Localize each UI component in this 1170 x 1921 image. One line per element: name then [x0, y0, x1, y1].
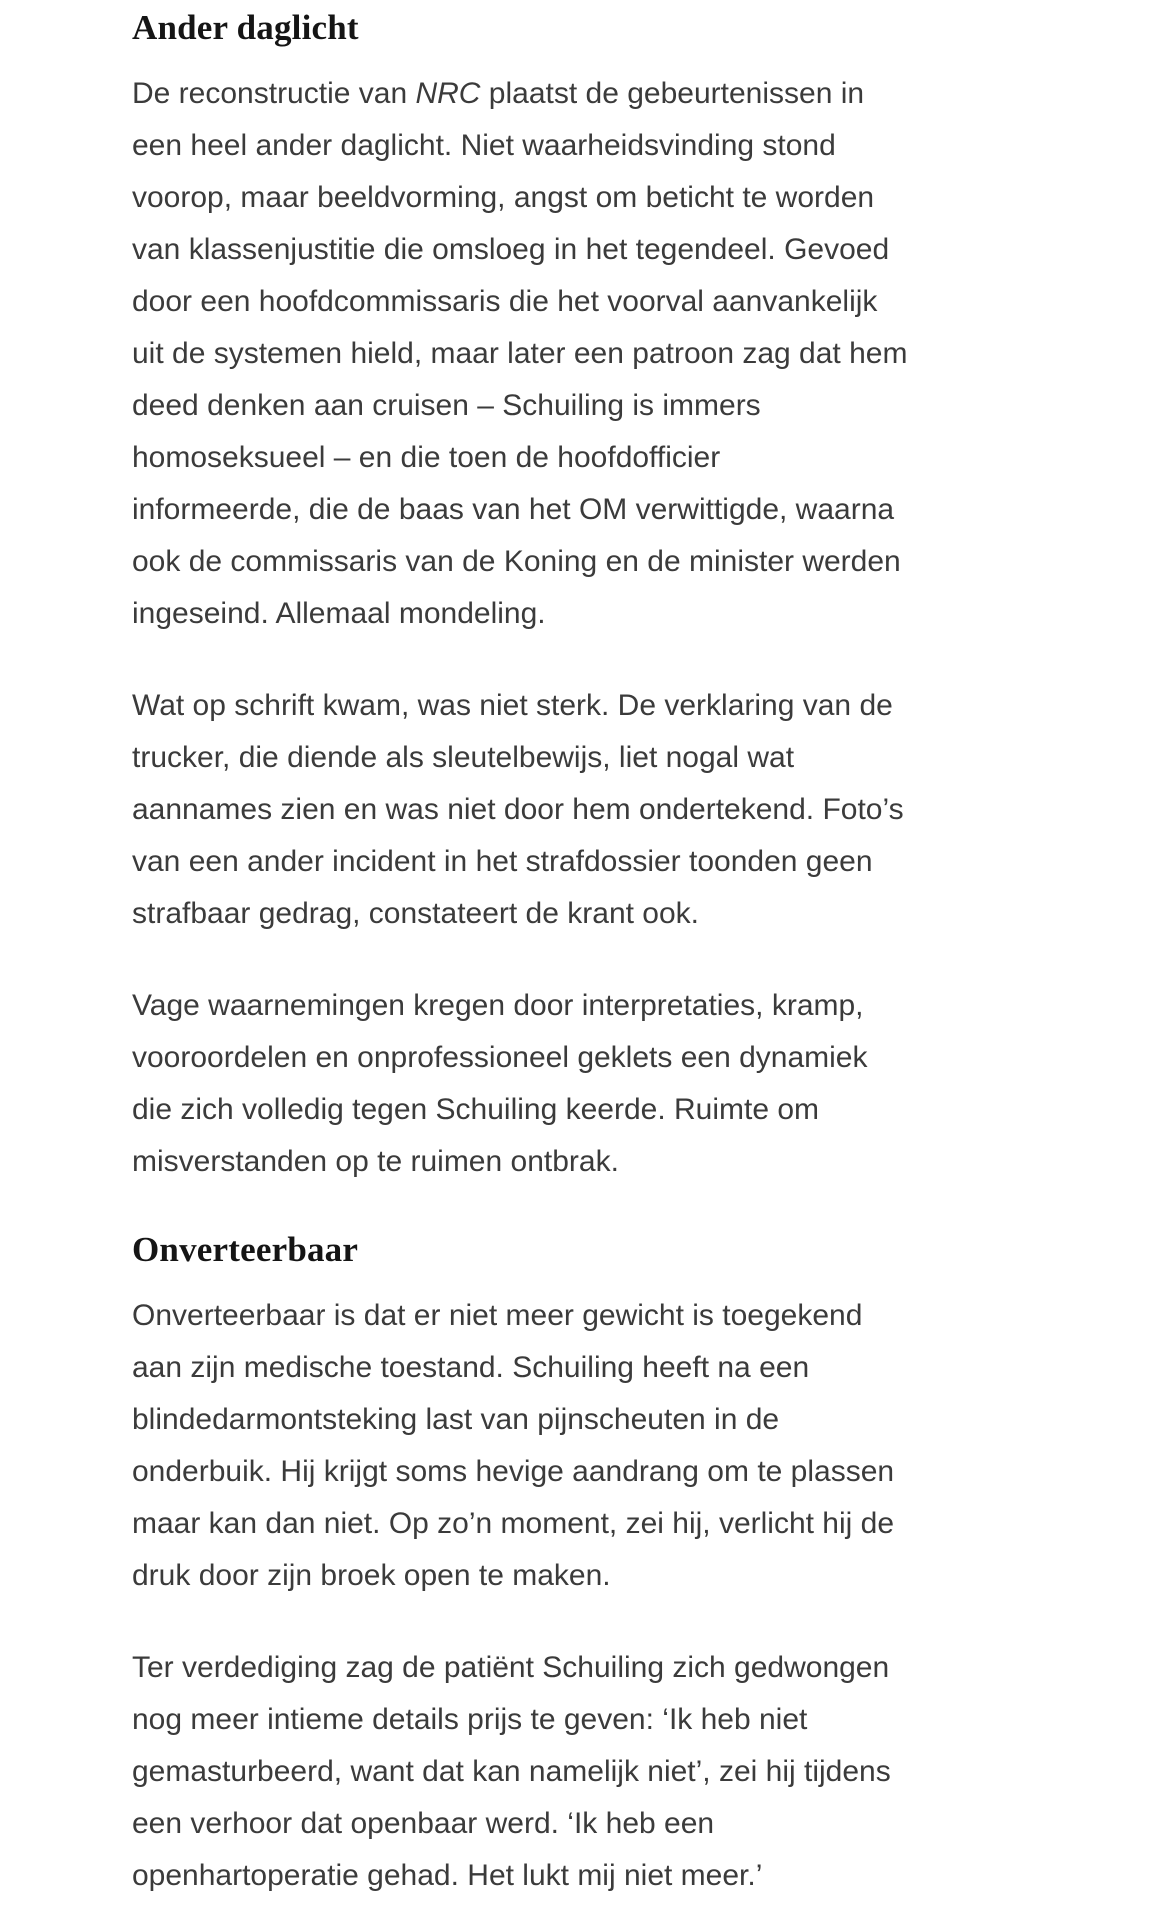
text-run: blindedarmontsteking last van pijnscheuten in de	[132, 1403, 780, 1436]
text-run: van een ander incident in het strafdossier toonden geen	[132, 845, 873, 878]
text-run: aan zijn medische toestand. Schuiling heeft na een	[132, 1351, 810, 1384]
text-run: Onverteerbaar is dat er niet meer gewicht is toegekend	[132, 1299, 863, 1332]
text-run: plaatst de gebeurtenissen in	[480, 77, 865, 110]
text-run: De reconstructie van	[132, 77, 416, 110]
text-run: informeerde, die de baas van het OM verwittigde, waarna	[132, 493, 895, 526]
article-paragraph	[132, 68, 1022, 640]
article-paragraph	[132, 1290, 1022, 1602]
text-run: vooroordelen en onprofessioneel geklets een dynamiek	[132, 1041, 868, 1074]
text-run: gemasturbeerd, want dat kan namelijk niet’, zei hij tijdens	[132, 1755, 891, 1788]
text-run: nog meer intieme details prijs te geven: ‘Ik heb niet	[132, 1703, 808, 1736]
text-run: een verhoor dat openbaar werd. ‘Ik heb een	[132, 1807, 715, 1840]
text-run: druk door zijn broek open te maken.	[132, 1559, 611, 1592]
text-run: trucker, die diende als sleutelbewijs, liet nogal wat	[132, 741, 795, 774]
text-run: die zich volledig tegen Schuiling keerde. Ruimte om	[132, 1093, 820, 1126]
text-run: van klassenjustitie die omsloeg in het tegendeel. Gevoed	[132, 233, 890, 266]
text-run: door een hoofdcommissaris die het voorval aanvankelijk	[132, 285, 878, 318]
text-run: ingeseind. Allemaal mondeling.	[132, 597, 546, 630]
text-run: Wat op schrift kwam, was niet sterk. De verklaring van de	[132, 689, 893, 722]
text-run: uit de systemen hield, maar later een patroon zag dat hem	[132, 337, 908, 370]
article-paragraph	[132, 680, 1022, 940]
section-heading: Onverteerbaar	[132, 1230, 359, 1269]
text-run: homoseksueel – en die toen de hoofdofficier	[132, 441, 721, 474]
text-run: Vage waarnemingen kregen door interpretaties, kramp,	[132, 989, 864, 1022]
text-run: Ter verdediging zag de patiënt Schuiling zich gedwongen	[132, 1651, 890, 1684]
section-heading: Ander daglicht	[132, 8, 359, 47]
text-run: openhartoperatie gehad. Het lukt mij niet meer.’	[132, 1859, 763, 1892]
text-run: strafbaar gedrag, constateert de krant ook.	[132, 897, 699, 930]
text-run: voorop, maar beeldvorming, angst om beticht te worden	[132, 181, 875, 214]
text-run: maar kan dan niet. Op zo’n moment, zei hij, verlicht hij de	[132, 1507, 895, 1540]
article-body	[132, 6, 1022, 1902]
text-run: aannames zien en was niet door hem ondertekend. Foto’s	[132, 793, 904, 826]
text-run: deed denken aan cruisen – Schuiling is immers	[132, 389, 761, 422]
text-run: een heel ander daglicht. Niet waarheidsvinding stond	[132, 129, 836, 162]
article-paragraph	[132, 980, 1022, 1188]
text-run: onderbuik. Hij krijgt soms hevige aandrang om te plassen	[132, 1455, 895, 1488]
italic-text-run: NRC	[415, 77, 481, 110]
text-run: misverstanden op te ruimen ontbrak.	[132, 1145, 619, 1178]
article-paragraph	[132, 1642, 1022, 1902]
text-run: ook de commissaris van de Koning en de minister werden	[132, 545, 901, 578]
